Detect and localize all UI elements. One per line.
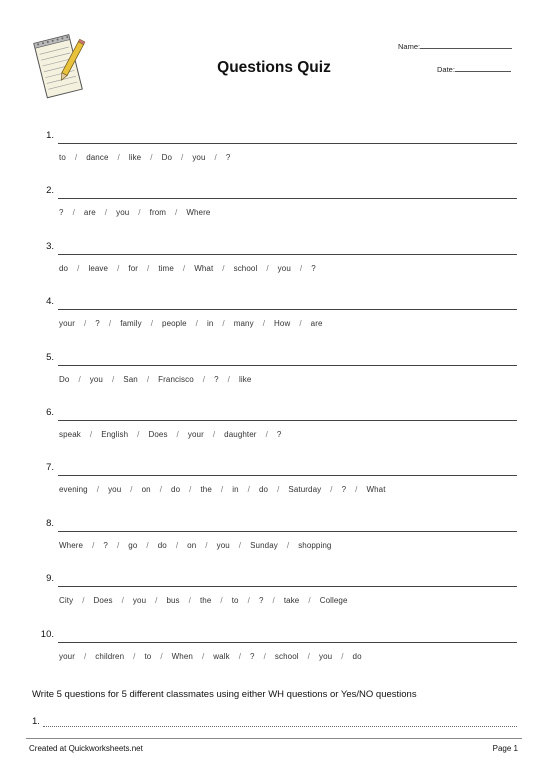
word-separator: / (155, 596, 158, 605)
page-title: Questions Quiz (217, 59, 331, 76)
word-separator: / (116, 541, 120, 550)
scrambled-words (59, 153, 230, 162)
question-item (0, 407, 548, 447)
scrambled-word: to (144, 652, 152, 661)
scrambled-word: Where (186, 208, 211, 217)
question-item (0, 629, 548, 669)
word-separator: / (147, 264, 150, 273)
scrambled-word: Do (59, 375, 70, 384)
word-separator: / (74, 153, 78, 162)
word-separator: / (138, 208, 141, 217)
answer-line[interactable] (58, 254, 517, 255)
date-label: Date: (437, 65, 455, 74)
scrambled-word: time (158, 264, 174, 273)
word-separator: / (202, 375, 206, 384)
answer-line[interactable] (58, 309, 517, 310)
scrambled-word: walk (213, 652, 230, 661)
scrambled-word: to (231, 596, 239, 605)
scrambled-words (59, 485, 386, 494)
question-number: 3. (46, 241, 54, 252)
word-separator: / (308, 596, 311, 605)
scrambled-word: do (352, 652, 362, 661)
scrambled-word: leave (88, 264, 109, 273)
word-separator: / (150, 319, 154, 328)
word-separator: / (117, 264, 120, 273)
scrambled-word: English (101, 430, 129, 439)
answer-line[interactable] (58, 420, 517, 421)
word-separator: / (89, 430, 93, 439)
scrambled-word: Do (161, 153, 172, 162)
word-separator: / (220, 596, 223, 605)
scrambled-word: you (108, 485, 122, 494)
scrambled-word: How (274, 319, 291, 328)
scrambled-word: do (258, 485, 269, 494)
word-separator: / (176, 430, 179, 439)
word-separator: / (92, 541, 95, 550)
word-separator: / (96, 485, 100, 494)
scrambled-word: family (120, 319, 142, 328)
question-number: 8. (46, 518, 54, 529)
word-separator: / (175, 541, 179, 550)
word-separator: / (341, 652, 344, 661)
scrambled-word: daughter (224, 430, 257, 439)
scrambled-word: the (200, 485, 212, 494)
scrambled-word: ? (95, 319, 100, 328)
word-separator: / (78, 375, 81, 384)
answer-line[interactable] (58, 642, 517, 643)
word-separator: / (247, 596, 250, 605)
word-separator: / (277, 485, 280, 494)
word-separator: / (214, 153, 217, 162)
scrambled-word: to (59, 153, 66, 162)
scrambled-words (59, 541, 331, 550)
answer-line[interactable] (58, 531, 517, 532)
word-separator: / (83, 652, 87, 661)
question-item (0, 296, 548, 336)
name-blank-line[interactable] (420, 41, 512, 49)
name-field[interactable] (398, 41, 512, 51)
answer-line[interactable] (58, 586, 517, 587)
word-separator: / (175, 208, 178, 217)
answer-line[interactable] (58, 198, 517, 199)
footer-credit: Created at Quickworksheets.net (29, 744, 143, 753)
scrambled-word: ? (341, 485, 347, 494)
scrambled-word: ? (258, 596, 264, 605)
word-separator: / (212, 430, 216, 439)
scrambled-word: like (128, 153, 142, 162)
scrambled-word: ? (276, 430, 282, 439)
word-separator: / (188, 596, 191, 605)
word-separator: / (222, 319, 225, 328)
scrambled-word: on (141, 485, 151, 494)
word-separator: / (262, 319, 266, 328)
word-separator: / (117, 153, 120, 162)
scrambled-word: Does (93, 596, 113, 605)
word-separator: / (238, 652, 242, 661)
word-separator: / (222, 264, 225, 273)
question-item (0, 462, 548, 502)
scrambled-word: many (233, 319, 254, 328)
instructions-text: Write 5 questions for 5 different classmates using either WH questions or Yes/NO questions (32, 689, 417, 700)
name-label: Name: (398, 42, 421, 51)
scrambled-word: Sunday (250, 541, 278, 550)
scrambled-word: bus (166, 596, 180, 605)
scrambled-word: speak (59, 430, 81, 439)
scrambled-word: go (128, 541, 138, 550)
scrambled-word: What (194, 264, 214, 273)
scrambled-word: on (187, 541, 197, 550)
scrambled-word: you (89, 375, 103, 384)
word-separator: / (150, 153, 153, 162)
scrambled-word: you (132, 596, 147, 605)
scrambled-word: Where (59, 541, 84, 550)
word-separator: / (146, 541, 149, 550)
word-separator: / (195, 319, 198, 328)
word-separator: / (189, 485, 192, 494)
answer-number: 1. (32, 716, 40, 727)
scrambled-word: you (318, 652, 333, 661)
scrambled-word: ? (250, 652, 255, 661)
scrambled-word: ? (225, 153, 231, 162)
scrambled-word: are (83, 208, 96, 217)
question-item (0, 130, 548, 170)
word-separator: / (82, 596, 85, 605)
word-separator: / (238, 541, 242, 550)
scrambled-word: children (95, 652, 125, 661)
scrambled-word: do (157, 541, 167, 550)
word-separator: / (137, 430, 140, 439)
scrambled-word: you (277, 264, 291, 273)
scrambled-word: the (199, 596, 212, 605)
answer-line[interactable] (58, 143, 517, 144)
answer-writing-line[interactable] (43, 726, 517, 727)
scrambled-word: people (162, 319, 187, 328)
scrambled-word: ? (59, 208, 64, 217)
scrambled-words (59, 596, 348, 605)
question-number: 4. (46, 296, 54, 307)
question-item (0, 518, 548, 558)
scrambled-word: ? (103, 541, 108, 550)
word-separator: / (266, 264, 269, 273)
word-separator: / (265, 430, 268, 439)
answer-line[interactable] (58, 365, 517, 366)
word-separator: / (272, 596, 275, 605)
scrambled-word: do (59, 264, 69, 273)
question-number: 7. (46, 462, 54, 473)
question-number: 9. (46, 573, 54, 584)
scrambled-word: Does (148, 430, 168, 439)
word-separator: / (104, 208, 108, 217)
scrambled-words (59, 264, 316, 273)
word-separator: / (181, 153, 184, 162)
scrambled-word: in (206, 319, 214, 328)
question-item (0, 352, 548, 392)
word-separator: / (77, 264, 80, 273)
date-field[interactable] (437, 64, 511, 74)
question-item (0, 185, 548, 225)
scrambled-word: in (232, 485, 239, 494)
answer-line[interactable] (58, 475, 517, 476)
word-separator: / (121, 596, 124, 605)
scrambled-words (59, 319, 323, 328)
scrambled-word: College (319, 596, 348, 605)
scrambled-word: you (192, 153, 206, 162)
scrambled-words (59, 430, 281, 439)
scrambled-word: Francisco (158, 375, 194, 384)
scrambled-words (59, 375, 251, 384)
question-number: 5. (46, 352, 54, 363)
scrambled-word: Saturday (288, 485, 322, 494)
word-separator: / (83, 319, 87, 328)
word-separator: / (72, 208, 75, 217)
word-separator: / (299, 264, 303, 273)
scrambled-word: What (366, 485, 386, 494)
word-separator: / (286, 541, 290, 550)
footer-divider (26, 738, 522, 739)
scrambled-word: shopping (298, 541, 332, 550)
scrambled-word: school (233, 264, 258, 273)
scrambled-word: for (128, 264, 139, 273)
word-separator: / (263, 652, 266, 661)
scrambled-word: you (216, 541, 230, 550)
word-separator: / (247, 485, 250, 494)
word-separator: / (330, 485, 333, 494)
word-separator: / (201, 652, 205, 661)
question-item (0, 241, 548, 281)
word-separator: / (133, 652, 136, 661)
scrambled-word: from (149, 208, 167, 217)
scrambled-words (59, 208, 210, 217)
scrambled-word: school (274, 652, 299, 661)
word-separator: / (205, 541, 208, 550)
scrambled-word: like (238, 375, 252, 384)
question-item (0, 573, 548, 613)
word-separator: / (355, 485, 358, 494)
word-separator: / (307, 652, 310, 661)
scrambled-word: ? (311, 264, 316, 273)
scrambled-word: do (171, 485, 181, 494)
scrambled-words (59, 652, 362, 661)
word-separator: / (299, 319, 302, 328)
word-separator: / (108, 319, 112, 328)
scrambled-word: your (59, 652, 75, 661)
question-number: 10. (40, 629, 54, 640)
scrambled-word: your (187, 430, 204, 439)
word-separator: / (111, 375, 115, 384)
scrambled-word: San (123, 375, 138, 384)
word-separator: / (220, 485, 224, 494)
scrambled-word: When (171, 652, 193, 661)
word-separator: / (130, 485, 133, 494)
scrambled-word: ? (214, 375, 219, 384)
word-separator: / (182, 264, 186, 273)
word-separator: / (159, 485, 163, 494)
scrambled-word: you (116, 208, 130, 217)
word-separator: / (227, 375, 230, 384)
question-number: 2. (46, 185, 54, 196)
scrambled-word: City (59, 596, 74, 605)
question-number: 1. (46, 130, 54, 141)
scrambled-word: dance (86, 153, 109, 162)
scrambled-word: your (59, 319, 75, 328)
scrambled-word: take (283, 596, 300, 605)
word-separator: / (146, 375, 150, 384)
scrambled-word: are (310, 319, 323, 328)
footer-page-number: Page 1 (492, 744, 518, 753)
date-blank-line[interactable] (455, 64, 511, 72)
word-separator: / (160, 652, 163, 661)
scrambled-word: evening (59, 485, 88, 494)
question-number: 6. (46, 407, 54, 418)
